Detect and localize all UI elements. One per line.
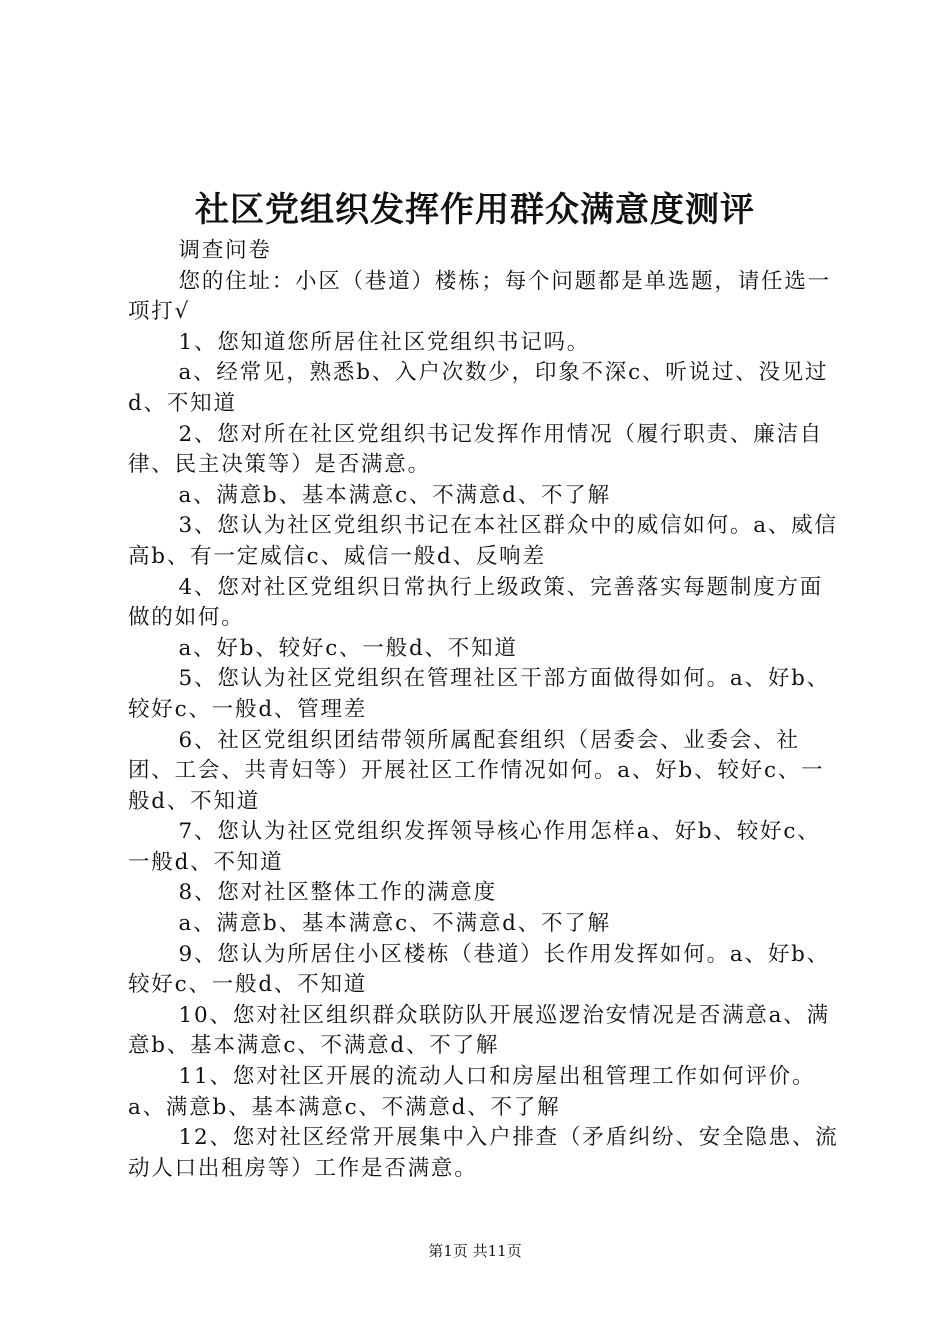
answer-options-1: a、经常见，熟悉b、入户次数少，印象不深c、听说过、没见过d、不知道 [128, 360, 829, 416]
paragraph-subtitle: 调查问卷 [178, 238, 272, 263]
document-body [128, 236, 840, 1184]
question-9: 9、您认为所居住小区楼栋（巷道）长作用发挥如何。a、好b、较好c、一般d、不知道 [128, 941, 830, 998]
page-number: 第1页 共11页 [428, 1242, 522, 1260]
answer-options-2: a、满意b、基本满意c、不满意d、不了解 [178, 482, 611, 508]
question-8: 8、您对社区整体工作的满意度 [178, 880, 497, 906]
question-12: 12、您对社区经常开展集中入户排查（矛盾纠纷、安全隐患、流动人口出租房等）工作是否满意。 [128, 1125, 839, 1181]
question-3: 3、您认为社区党组织书记在本社区群众中的威信如何。a、威信高b、有一定威信c、威信一般d、反响差 [128, 513, 838, 569]
question-10: 10、您对社区组织群众联防队开展巡逻治安情况是否满意a、满意b、基本满意c、不满意d、不了解 [128, 1002, 830, 1059]
question-7: 7、您认为社区党组织发挥领导核心作用怎样a、好b、较好c、一般d、不知道 [128, 819, 821, 875]
answer-options-8: a、满意b、基本满意c、不满意d、不了解 [178, 911, 611, 937]
question-2: 2、您对所在社区党组织书记发挥作用情况（履行职责、廉洁自律、民主决策等）是否满意。 [128, 421, 824, 478]
paragraph-instructions: 您的住址：小区（巷道）楼栋；每个问题都是单选题，请任选一项打√ [128, 268, 831, 325]
question-11: 11、您对社区开展的流动人口和房屋出租管理工作如何评价。a、满意b、基本满意c、不满意d、不了解 [128, 1064, 816, 1120]
question-5: 5、您认为社区党组织在管理社区干部方面做得如何。a、好b、较好c、一般d、管理差 [128, 666, 830, 722]
answer-options-4: a、好b、较好c、一般d、不知道 [178, 635, 518, 661]
question-1: 1、您知道您所居住社区党组织书记吗。 [178, 329, 591, 355]
document-title: 社区党组织发挥作用群众满意度测评 [195, 190, 755, 230]
question-6: 6、社区党组织团结带领所属配套组织（居委会、业委会、社团、工会、共青妇等）开展社区工作情况如何。a、好b、较好c、一般d、不知道 [128, 727, 825, 814]
question-4: 4、您对社区党组织日常执行上级政策、完善落实每题制度方面做的如何。 [128, 574, 824, 631]
